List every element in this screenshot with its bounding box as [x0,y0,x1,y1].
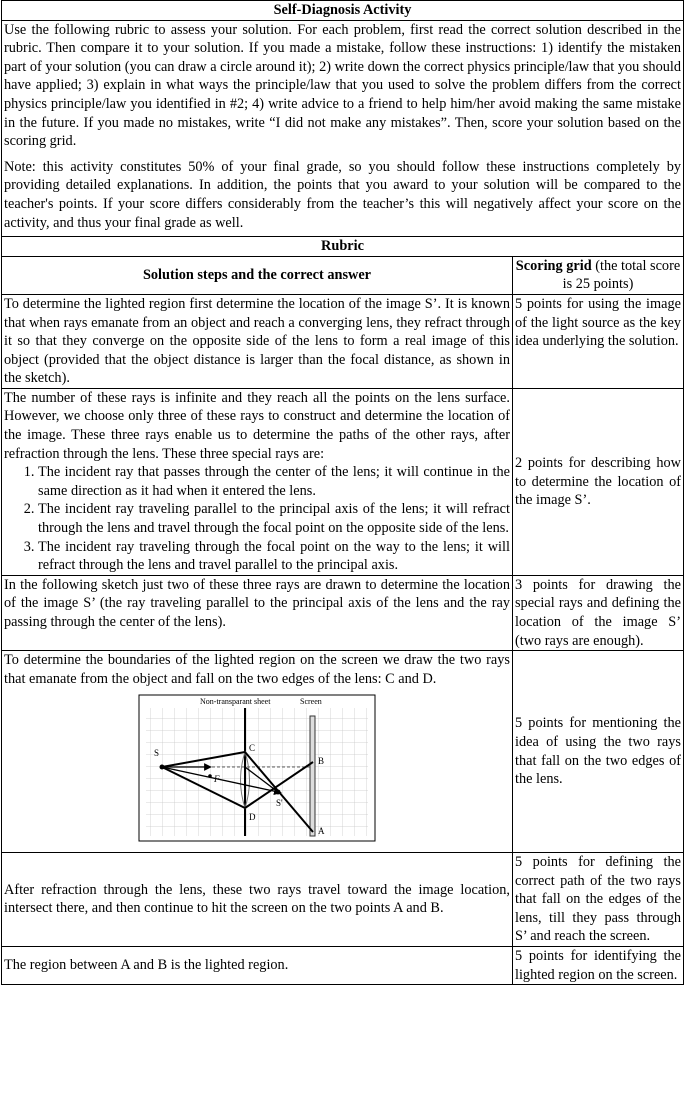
instructions-text: Use the following rubric to assess your solution. For each problem, first read the correct solution described in the rubric. Then compare it to your solution. If you made a mistake, follow these instructions: 1) identify the mistaken part of your solution (you can draw a circle around it); 2) write down the correct physics principle/law that you should have applied; 3) explain in what ways the principle/law that you used to solve the problem differs from the correct physics principle/law you identified in #2; 4) write advice to a friend to help him/her avoid making the same mistake in the future. If you made no mistakes, write “I did not make any mistakes”. Then, score your solution based on the scoring grid. [4,21,681,150]
special-rays-list [4,463,510,575]
solution-step-text: To determine the boundaries of the lighted region on the screen we draw the two rays that emanate from the object and fall on the two edges of the lens: C and D. [4,652,510,687]
score-criterion: 3 points for drawing the special rays and defining the location of the image S’ (two rays are enough). [512,575,683,650]
rubric-row [2,852,684,946]
label-a: A [317,826,325,837]
object-point [159,765,164,770]
rubric-col1-header: Solution steps and the correct answer [2,256,513,294]
label-f: F [213,774,220,785]
score-criterion: 5 points for mentioning the idea of using the two rays that fall on the two edges of the lens. [512,651,683,853]
solution-step: After refraction through the lens, these two rays travel toward the image location, intersect there, and then continue to hit the screen on the two points A and B. [2,852,513,946]
rubric-row [2,651,684,853]
scoring-total-note: (the total score is 25 points) [562,257,681,293]
label-c: C [248,743,255,754]
activity-instructions-row [2,20,684,237]
screen-label: Screen [299,697,322,707]
score-criterion: 2 points for describing how to determine the location of the image S’. [512,388,683,575]
rubric-row [2,946,684,984]
activity-table [1,0,684,985]
score-criterion: 5 points for using the image of the light source as the key idea underlying the solution. [512,294,683,388]
solution-step: To determine the lighted region first determine the location of the image S’. It is known that when rays emanate from an object and reach a converging lens, they refract through it so that they converge on the opposite side of the lens to form a real image of this object (provided that the object distance is larger than the focal distance, as shown in the sketch). [2,294,513,388]
label-s-image: S' [275,798,283,809]
list-item: 3. The incident ray traveling through the focal point on the way to the lens; it will refract through the lens and travel parallel to the principal axis. [38,538,510,575]
activity-title: Self-Diagnosis Activity [2,1,684,21]
focal-point [208,775,212,779]
rubric-row [2,575,684,650]
self-diagnosis-document [1,0,684,985]
activity-instructions [2,20,684,237]
solution-step: The region between A and B is the lighted region. [2,946,513,984]
rubric-row [2,388,684,575]
rubric-header-row [2,256,684,294]
rubric-title: Rubric [2,237,684,257]
rubric-title-row [2,237,684,257]
grid-background [146,708,368,836]
label-b: B [317,756,324,767]
solution-step-text: The number of these rays is infinite and they reach all the points on the lens surface. However, we choose only three of these rays to construct and determine the location of the image. These three rays enable us to determine the paths of the other rays, after refraction through the lens. These three special rays are: [4,389,510,462]
ray-diagram [138,694,376,842]
solution-step [2,388,513,575]
screen [310,716,315,836]
rubric-row [2,294,684,388]
sheet-label: Non-transparant sheet [199,697,271,707]
ray-diagram-figure [4,688,510,852]
label-s: S [153,748,159,759]
label-d: D [248,812,256,823]
solution-step: In the following sketch just two of these three rays are drawn to determine the location of the image S’ (the ray traveling parallel to the principal axis of the lens and the ray passing through the center of the lens). [2,575,513,650]
note-text: Note: this activity constitutes 50% of your final grade, so you should follow these instructions completely by providing detailed explanations. In addition, the points that you award to your solution will be compared to the teacher's points. If your score differs considerably from the teacher’s this will negatively affect your score on the activity, and thus your final grade as well. [4,158,681,231]
scoring-grid-label: Scoring grid [515,257,592,274]
solution-step [2,651,513,853]
list-item: 2. The incident ray traveling parallel to the principal axis of the lens; it will refract through the lens and travel through the focal point on the opposite side of the lens. [38,500,510,537]
image-point [275,790,280,795]
list-item: 1. The incident ray that passes through the center of the lens; it will continue in the same direction as it had when it entered the lens. [38,463,510,500]
score-criterion: 5 points for identifying the lighted region on the screen. [512,946,683,984]
score-criterion: 5 points for defining the correct path of the two rays that fall on the edges of the lens, till they pass through S’ and reach the screen. [512,852,683,946]
rubric-col2-header [512,256,683,294]
activity-title-row [2,1,684,21]
